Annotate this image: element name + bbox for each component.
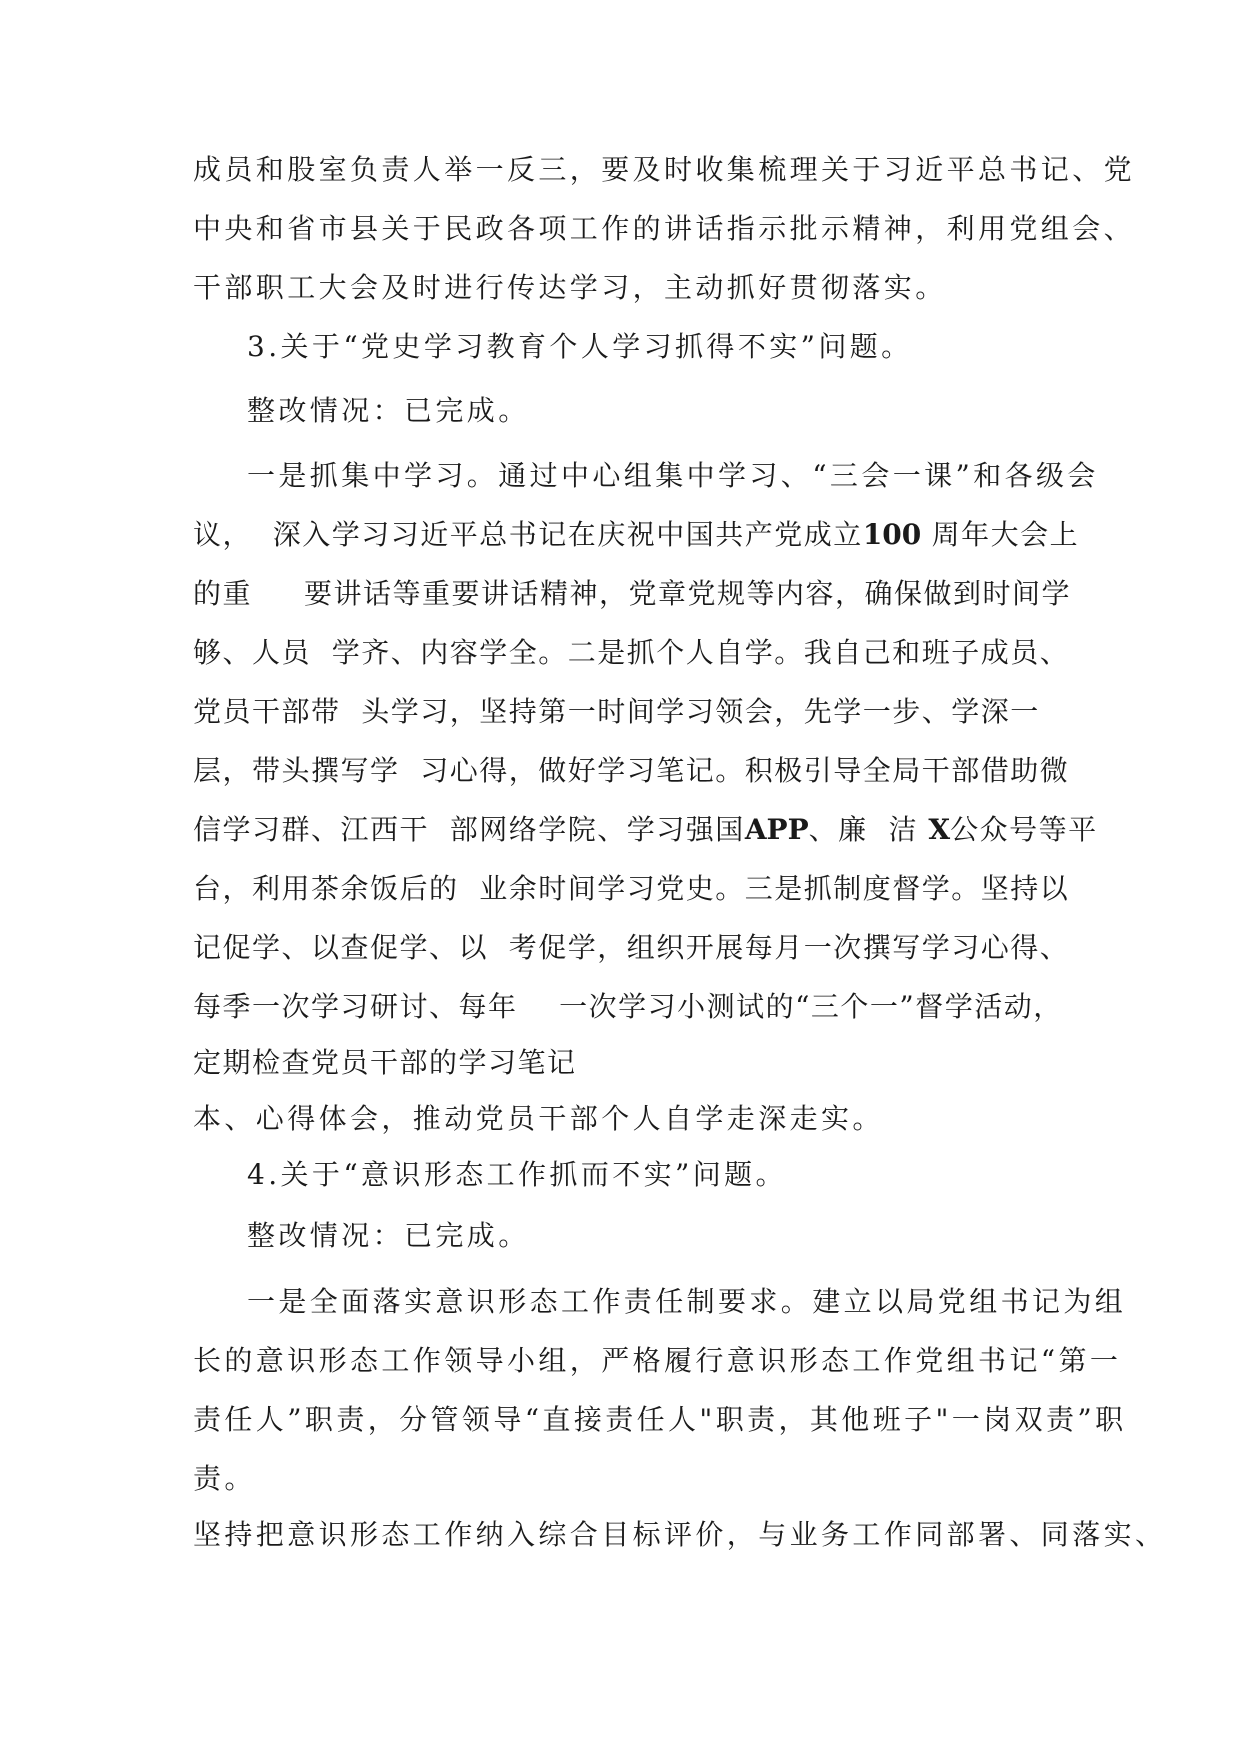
text-line: 坚持把意识形态工作纳入综合目标评价，与业务工作同部署、同落实、 — [193, 1518, 1167, 1551]
text-line: 中央和省市县关于民政各项工作的讲话指示批示精神，利用党组会、 — [193, 212, 1136, 245]
x-fragment: X — [928, 813, 951, 846]
text-line: 台，利用茶余饭后的 业余时间学习党史。三是抓制度督学。坚持以 — [193, 872, 1070, 905]
section-heading-4: 4.关于“意识形态工作抓而不实”问题。 — [247, 1158, 787, 1191]
text-line: 干部职工大会及时进行传达学习，主动抓好贯彻落实。 — [193, 271, 947, 304]
number-fragment: 100 — [862, 518, 922, 551]
text-line: 党员干部带 头学习，坚持第一时间学习领会，先学一步、学深一 — [193, 695, 1040, 728]
text-line — [193, 810, 1098, 850]
text-line: 长的意识形态工作领导小组，严格履行意识形态工作党组书记“第一 — [193, 1344, 1122, 1377]
text-line: 一是全面落实意识形态工作责任制要求。建立以局党组书记为组 — [247, 1285, 1127, 1318]
section-heading-3: 3.关于“党史学习教育个人学习抓得不实”问题。 — [247, 330, 913, 363]
text-fragment: 周年大会上 — [921, 518, 1080, 551]
text-line: 责任人”职责，分管领导“直接责任人"职责，其他班子"一岗双责”职 — [193, 1403, 1127, 1436]
status-line: 整改情况：已完成。 — [247, 1219, 530, 1252]
text-line: 成员和股室负责人举一反三，要及时收集梳理关于习近平总书记、党 — [193, 153, 1136, 186]
status-line: 整改情况：已完成。 — [247, 394, 530, 427]
text-line: 定期检查党员干部的学习笔记 — [193, 1046, 577, 1079]
app-fragment: APP — [744, 813, 809, 846]
text-line: 每季一次学习研讨、每年 一次学习小测试的“三个一”督学活动， — [193, 990, 1063, 1023]
text-line: 责。 — [193, 1462, 256, 1495]
text-line: 够、人员 学齐、内容学全。二是抓个人自学。我自己和班子成员、 — [193, 636, 1070, 669]
text-fragment: 公众号等平 — [950, 813, 1098, 846]
text-line: 一是抓集中学习。通过中心组集中学习、“三会一课”和各级会 — [247, 459, 1099, 492]
text-fragment: 信学习群、江西干 部网络学院、学习强国 — [193, 813, 745, 846]
text-fragment: 议， 深入学习习近平总书记在庆祝中国共产党成立 — [193, 518, 863, 551]
text-line: 层，带头撰写学 习心得，做好学习笔记。积极引导全局干部借助微 — [193, 754, 1070, 787]
text-line — [193, 515, 1079, 555]
text-line: 记促学、以查促学、以 考促学，组织开展每月一次撰写学习心得、 — [193, 931, 1070, 964]
text-line: 本、心得体会，推动党员干部个人自学走深走实。 — [193, 1102, 884, 1135]
text-line: 的重 要讲话等重要讲话精神，党章党规等内容，确保做到时间学 — [193, 577, 1072, 610]
text-fragment: 、廉 洁 — [808, 813, 918, 846]
